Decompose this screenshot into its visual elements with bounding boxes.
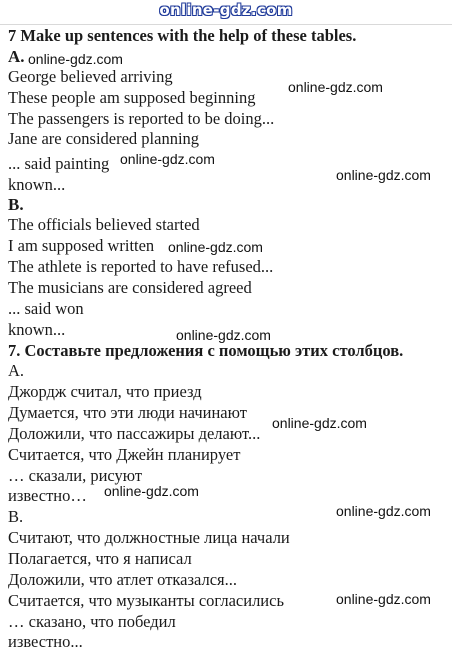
watermark: online-gdz.com bbox=[28, 51, 123, 67]
part-a-line-ru: Думается, что эти люди начинают bbox=[8, 403, 247, 422]
part-b-line-en: ... said won bbox=[8, 299, 84, 318]
watermark: online-gdz.com bbox=[104, 483, 199, 499]
site-header bbox=[0, 0, 452, 25]
part-b-line-ru: известно... bbox=[8, 632, 83, 651]
part-b-line-en: The athlete is reported to have refused... bbox=[8, 257, 274, 276]
part-b-line-en: known... bbox=[8, 320, 66, 339]
watermark: online-gdz.com bbox=[336, 503, 431, 519]
part-a-line-en: The passengers is reported to be doing... bbox=[8, 109, 275, 128]
watermark: online-gdz.com bbox=[176, 327, 271, 343]
part-b-line-en: I am supposed written bbox=[8, 236, 155, 255]
part-a-line-ru: известно… bbox=[8, 486, 87, 505]
watermark: online-gdz.com bbox=[336, 591, 431, 607]
part-a-line-ru: Доложили, что пассажиры делают... bbox=[8, 424, 261, 443]
part-b-line-ru: Считают, что должностные лица начали bbox=[8, 528, 290, 547]
watermark: online-gdz.com bbox=[288, 79, 383, 95]
watermark: online-gdz.com bbox=[120, 151, 215, 167]
exercise-title-en: 7 Make up sentences with the help of these tables. bbox=[8, 26, 357, 45]
part-a-line-en: George believed arriving bbox=[8, 67, 173, 86]
part-b-line-ru: Доложили, что атлет отказался... bbox=[8, 570, 238, 589]
part-a-label-en: A. bbox=[8, 47, 25, 66]
part-b-line-ru: Считается, что музыканты согласились bbox=[8, 591, 284, 610]
part-a-line-ru: Считается, что Джейн планирует bbox=[8, 445, 241, 464]
part-b-label-ru: В. bbox=[8, 507, 24, 526]
watermark: online-gdz.com bbox=[272, 415, 367, 431]
part-a-line-ru: Джордж считал, что приезд bbox=[8, 382, 202, 401]
part-b-label-en: B. bbox=[8, 195, 24, 214]
exercise-title-ru: 7. Составьте предложения с помощью этих столбцов. bbox=[8, 341, 404, 360]
part-a-label-ru: А. bbox=[8, 361, 25, 380]
watermark: online-gdz.com bbox=[168, 239, 263, 255]
part-b-line-en: The musicians are considered agreed bbox=[8, 278, 252, 297]
part-b-line-ru: … сказано, что победил bbox=[8, 612, 176, 631]
part-a-line-en: Jane are considered planning bbox=[8, 129, 200, 148]
part-a-line-en: ... said painting bbox=[8, 154, 110, 173]
part-b-line-en: The officials believed started bbox=[8, 215, 200, 234]
part-a-line-en: These people am supposed beginning bbox=[8, 88, 256, 107]
watermark: online-gdz.com bbox=[336, 167, 431, 183]
part-a-line-en: known... bbox=[8, 175, 66, 194]
part-a-line-ru: … сказали, рисуют bbox=[8, 466, 143, 485]
part-b-line-ru: Полагается, что я написал bbox=[8, 549, 192, 568]
site-logo[interactable]: online-gdz.com bbox=[159, 1, 293, 19]
